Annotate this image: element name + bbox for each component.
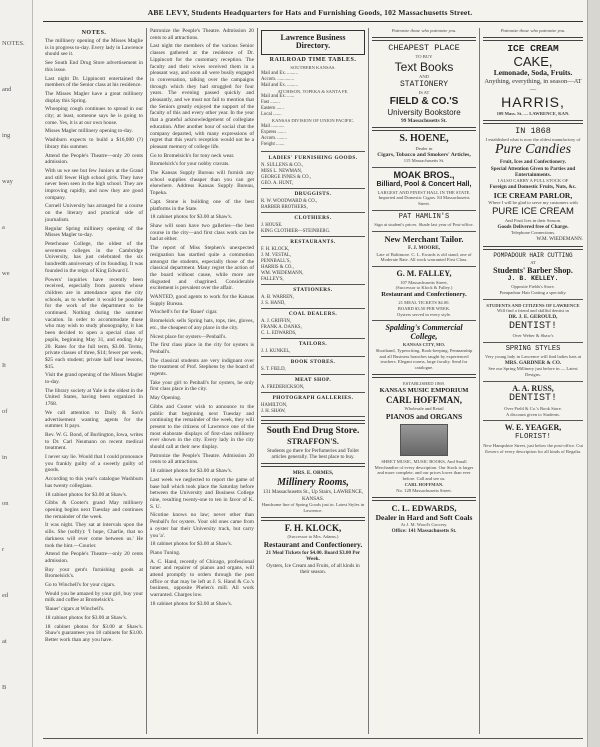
hamlin-title: PAT HAMLIN'S [398, 213, 450, 222]
drug-store-sub: Students go there for Perfumeries and Toilet articles generally. The best place to buy. [267, 447, 359, 460]
timetable-train: Accom. ........ [261, 136, 287, 142]
edge-fragment: we [2, 270, 10, 277]
organ-illustration [400, 424, 448, 456]
florist: FLORIST! [514, 432, 551, 441]
stationery: STATIONERY [399, 79, 448, 89]
falley-oysters: Oysters served in every style. [396, 311, 452, 317]
directory-entry-name: C. L. EDWARDS, [261, 331, 297, 337]
directory-entry-name: J. S. HAND, [261, 301, 286, 307]
news-item: Nicotine knows no law; never other than Penball's for oysters. Your old ones came from a oyster bar their University track, but carry you 'a'. [150, 512, 254, 539]
klock-oysters: Oysters, Ice Cream and Fruits, of all kinds in their season. [266, 562, 360, 575]
spalding-title: Spalding's Commercial College, [385, 323, 463, 341]
spring-sub: Very young lady in Lawrence will find ladies hats at [484, 354, 582, 360]
wholesale: Wholesale and Retail [404, 406, 444, 412]
directory-entry-name: J. M. VESTAL, [261, 253, 292, 259]
hoffman-sign: CARL HOFFMAN. [404, 481, 444, 487]
directory-entry-name: HARRIS & CO., [261, 265, 294, 271]
news-item: According to this year's catalogue Washburn has twenty collegians. [45, 476, 143, 489]
column-rule [479, 28, 480, 734]
drug-store-title: South End Drug Store. [266, 426, 360, 437]
hoene-name: S. HOENE, [399, 133, 449, 145]
railroad-title: RAILROAD TIME TABLES. [269, 56, 357, 63]
pianos-organs: PIANOS and ORGANS [385, 411, 463, 421]
timetable-train: Express ....... [261, 130, 286, 136]
news-item: Bromelsick sells Spring hats, tops, ties, gloves, etc., the cheapest of any place in the city. [150, 318, 254, 331]
news-item: 18 cabinet photos for $3.00 at Shaw's. [150, 214, 233, 221]
pure-ice-cream: PURE ICE CREAM [492, 206, 574, 218]
telephone: Telephone Connections. [510, 230, 556, 236]
hoffman-address: No. 128 Massachusetts Street. [396, 487, 452, 493]
headline: ABE LEVY, Students Headquarters for Hats and Furnishing Goods, 102 Massachusetts Street. [147, 8, 473, 17]
at-label: AT [530, 259, 536, 265]
directory-sections [261, 155, 365, 417]
news-item: The report of Miss Stephen's unexpected resignation has startled quite a commotion amongst the students, especially those of the classical department. Many regret the action of the board without cause, while more are disgusted and chagrined. Considerable excitement is prevalent over the affair. [150, 245, 254, 292]
news-item: Go to Winchell's for your cigars. [45, 582, 116, 589]
dentist-2: DENTIST! [508, 393, 557, 405]
directory-title: Lawrence Business Directory. [280, 33, 346, 51]
column-rule [257, 28, 258, 734]
directory-entry-name: S. T. FIELD, [261, 367, 286, 373]
news-item: 18 cabinet photos for $3.00 at Shaw's. [150, 600, 233, 607]
directory-entry-name: PENNBALL'S, [261, 259, 291, 265]
directory-heading: BOOK STORES. [290, 359, 336, 366]
directory-heading: LADIES' FURNISHING GOODS. [268, 155, 358, 162]
column-ads-2 [483, 28, 583, 734]
news-item: 18 cabinet photos for $3.00 at Shaw's. [45, 491, 128, 498]
wiedemann-sign: W.M. WIEDEMANN. [536, 236, 583, 243]
edge-fragment: the [2, 316, 10, 323]
directory-entry [261, 331, 365, 337]
news-item: Powers' inquiries have recently been received, especially from parents whose children are in attendance upon the city schools, as to whether it would be possible for the work of the department to be continued. Nothing during the summer vacation. In order to accommodate those who may wish to study phonography, it has been decided to open a special class of pupils, beginning May 31, and ending July 20. Rates for the full term, $3.00. Terms, private classes of three, $14; fewer per week, $25 each student; private half hour lessons, $15. [45, 276, 143, 370]
news-item: The Kansas Supply Bureau will furnish any school supplies cheaper than you can get elsewhere. Address Kansas Supply Bureau, Topeka. [150, 170, 254, 197]
timetable-train: Accom. .............. [261, 76, 295, 82]
news-item: May Opening. [150, 395, 182, 402]
news-item: With us we see but few Juniors at the Grand and still fewer High school girls. They have never been seen in the high school. They are improving rapidly, and now they are good company. [45, 167, 143, 201]
dentist-address: Over Weber & Shaw's [512, 333, 554, 339]
falley-board: BOARD $3.50 PER WEEK. [397, 305, 451, 311]
edge-fragment: It [2, 362, 6, 369]
news-item: A. C. Hand, recently of Chicago, professional tuner and repairer of pianos and organs, will attend promptly to orders through the post office or that may be left at J. S. Hand & Co.'s business, opposite Phelen's mill. All work warranted. Charges low. [150, 558, 254, 599]
directory-heading: MEAT SHOP. [294, 377, 332, 384]
news-item: See South End Drug Store advertisement in this issue. [45, 60, 143, 73]
directory-entry [261, 277, 365, 283]
news-item: Last week we neglected to report the game of base ball which took place the Saturday before between the University and Business College nine, resulting twenty-one to ten in favor of K. S. U. [150, 476, 254, 510]
directory-heading: PHOTOGRAPH GALLERIES. [272, 395, 354, 402]
news-item: 18 cabinet photos for $3.00 at Shaw's. [45, 614, 128, 621]
edge-fragment: B [2, 684, 7, 691]
directory-entry-name: A. B. WARREN, [261, 295, 294, 301]
university-bookstore: University Bookstore [387, 107, 461, 117]
klock-name: F. H. KLOCK, [284, 522, 342, 533]
moak-bros: MOAK BROS., [393, 169, 455, 180]
hoene-address: 115 Massachusetts St. [403, 158, 445, 164]
news-item: Would you be amazed by your girl, buy your milk and coffee at Bromelsick's. [45, 590, 143, 604]
edge-fragment: at [2, 638, 7, 645]
edge-fragment: way [2, 178, 13, 185]
edge-fragment: on [2, 500, 9, 507]
established-line: I established what is now the oldest manufactory of [485, 136, 581, 142]
directory-entry-name: KING CLOTHIER—STEINBERG. [261, 229, 331, 235]
falley-sub: (Successor to Klock & Falley.) [395, 285, 453, 291]
florist-sub: New Hampshire Street, just below the post-office. Cut flowers of every description for all kinds of Regalia. [483, 442, 583, 454]
to-buy: TO BUY [415, 53, 433, 59]
news-item: Visit the grand opening of the Misses Magler to-day. [45, 372, 143, 386]
notes-paragraphs [45, 38, 143, 644]
timetable-train: Mail and Ex. ......... [261, 82, 298, 88]
lemonade-line: Lemonade, Soda, Fruits. [493, 68, 573, 78]
edge-fragment: ing [2, 132, 11, 139]
column-ads-1 [372, 28, 476, 734]
pure-ice-sub: And Fruit Ices in their Season. [504, 218, 562, 224]
news-item: Peterhouse College, the oldest of the seventeen colleges in the Cambridge University, has just celebrated the six hundredth anniversary of its founding. It was founded in the reign of King Edward I. [45, 240, 143, 274]
news-item: Capt. Stone is building one of the best platforms in the State. [150, 198, 254, 212]
cake-title: CAKE, [513, 53, 553, 69]
field-co: FIELD & CO.'S [389, 96, 459, 108]
news-item: The Misses Magler have a great millinery display this Spring. [45, 90, 143, 104]
falley-address: 107 Massachusetts Street, [400, 279, 448, 285]
railroad-sk: SOUTHERN KANSAS. [290, 64, 336, 70]
ormes-addr: 131 Massachusetts St., Up Stairs, LAWRENCE, KANSAS. [262, 489, 364, 502]
directory-entry-name: J. J. KUNKEL, [261, 349, 291, 355]
harris-address: 109 Mass. St. — LAWRENCE, KAN. [496, 110, 570, 116]
news-item: Attend the People's Theatre—only 20 cents admission. [45, 152, 143, 166]
ormes-sub: Handsome line of Spring Goods just in. Latest Styles in Lawrence. [261, 502, 365, 513]
directory-entry [261, 181, 365, 187]
news-item: Attend the People's Theatre—only 20 cents admission. [45, 551, 143, 564]
news-item: It was night. They sat at intervals upon the sills. She (softly): 'I hope, Charlie, that no darkness will ever come between us.' He took the hint.—Courier. [45, 522, 143, 549]
delivered-free: Goods Delivered free of Charge. [497, 224, 569, 231]
railroad-rows-up [261, 124, 365, 148]
hamlin-sub: Sign at student's prices. Shade last year of Post-office. [374, 222, 474, 228]
news-item: The first class place in the city for oysters is Penball's. [150, 342, 254, 355]
news-item: I never say lie. Would that I could pronounce you frankly guilty of a sweetly guilty of goods. [45, 454, 143, 474]
news-item: Patronize the People's Theatre. Admission 20 cents to all attractions. [150, 28, 254, 41]
news-item: Winchell's for the 'Bauer' cigar. [150, 309, 218, 316]
hoffman-name: CARL HOFFMAN, [386, 394, 462, 405]
directory-entry-name: F. H. KLOCK, [261, 247, 290, 253]
news-item: Piano Tuning. [150, 549, 181, 556]
foreign-fruits: Foreign and Domestic Fruits, Nuts, &c. [489, 184, 577, 191]
directory-entry-name: BARBER BROTHERS, [261, 205, 308, 211]
ormes-name: MRS. E. ORMES, [292, 470, 334, 477]
railroad-rows-atsf [261, 94, 365, 118]
fruit-ices: Fruit, Ices and Confectionery. [499, 159, 567, 166]
billiard-hall: Billiard, Pool & Concert Hall, [376, 181, 472, 189]
previous-page-edge [0, 0, 33, 747]
news-item: Bromelsick's for your nobby cravats. [150, 161, 230, 168]
news-item: Nicest place for oysters—Penball's. [150, 333, 227, 340]
news-item: WANTED, good agents to work for the Kansas Supply Bureau. [150, 294, 254, 307]
directory-entry-name: A. FREDERICKSON, [261, 385, 305, 391]
and-label: AND [419, 74, 429, 80]
news-item: The millinery opening of the Misses Maglie is in progress to-day. Every lady in Lawrence should see it. [45, 38, 143, 58]
directory-entry-name: J. H. SHAW, [261, 409, 286, 415]
directory-entry-name: GEO. A. HUNT, [261, 181, 294, 187]
yeager-name: W. E. YEAGER, [504, 423, 562, 433]
barber-shop: Students' Barber Shop. [493, 265, 573, 275]
dealer-in: Dealer in [415, 145, 433, 151]
directory-entry [261, 409, 365, 415]
news-item: Misses Magler millinery opening to-day. [45, 128, 133, 135]
directory-heading: DRUGGISTS. [294, 191, 332, 198]
column-rule [368, 28, 369, 734]
music-emporium: KANSAS MUSIC EMPORIUM [379, 386, 469, 394]
falley-restaurant: Restaurant and Confectionery. [381, 291, 467, 299]
newspaper-sheet [33, 0, 587, 747]
moak-sub: LARGEST AND FINEST HALL IN THE STATE. Imported and Domestic Cigars. 84 Massachusetts Street. [377, 189, 471, 207]
spalding-body: Shorthand, Typewriting, Book-keeping, Penmanship and all Business branches taught by experienced teachers. Elegant rooms, large faculty. Send for catalogue. [375, 347, 473, 371]
news-item: Gibbs & Cooter's grand May millinery opening begins next Tuesday and continues the remainder of the week. [45, 500, 143, 520]
directory-entry-name: FRANK A. DANKS, [261, 325, 302, 331]
directory-entry [261, 205, 365, 211]
edwards-address: At J. M. Wood's Grocery. [400, 522, 448, 528]
directory-entry-name: A. J. GRIFFIN, [261, 319, 291, 325]
directory-heading: TAILORS. [298, 341, 328, 348]
directory-entry [261, 301, 365, 307]
cheapest-place: CHEAPEST PLACE [388, 42, 460, 53]
news-item: Rev. W. G. Bond, of Burlington, Iowa, writes to Dr. Carl Neumann on recent medical treatment. [45, 431, 143, 452]
directory-entry-name: R. W. WOODWARD & CO., [261, 199, 318, 205]
timetable-train: Local ....... [261, 112, 282, 118]
dentist-1: DENTIST! [508, 320, 557, 332]
news-item: Last night Dr. Lippincott entertained the members of the Senior class at his residence. [45, 75, 143, 89]
railroad-rows-sk [261, 71, 365, 89]
gerould-name: DR. J. E. GEROULD, [508, 314, 558, 321]
established-1869: ESTABLISHED 1869. [403, 381, 445, 387]
pure-candies: Pure Candies [494, 142, 572, 158]
directory-heading: STATIONERS. [293, 287, 333, 294]
falley-name: G. M. FALLEY, [396, 269, 452, 279]
column-directory [261, 28, 365, 734]
directory-entry-name: FALLEY'S, [261, 277, 284, 283]
gardner-name: MRS. GARDNER & CO. [504, 359, 562, 366]
railroad-up: KANSAS DIVISION OF UNION PACIFIC. [271, 118, 355, 124]
edge-fragment: ed [2, 592, 9, 599]
straffon-title: STRAFFON'S. [287, 437, 339, 447]
news-item: We call attention to Daily & Son's advertisement wanting agents for the summer. It pays. [45, 409, 143, 430]
news-item: Regular Spring millinery opening of the Misses Magler to-day. [45, 225, 143, 239]
spalding-sub: KANSAS CITY, MO. [402, 342, 446, 348]
directory-entry-name: MISS L. NEWMAN, [261, 169, 303, 175]
millinery-title: Millinery Rooms, [277, 476, 349, 488]
next-page-edge [587, 0, 600, 747]
merchant-tailor: New Merchant Tailor. [384, 234, 464, 245]
klock-restaurant: Restaurant and Confectionery. [263, 539, 363, 549]
directory-entry-name: J. HOUSE. [261, 223, 283, 229]
edwards-coal: Dealer in Hard and Soft Coals [375, 512, 473, 522]
is-at: IS AT [418, 90, 430, 96]
where-serve: Where I will be glad to serve my customers with [488, 200, 578, 206]
timetable-train: Mail and Ex. ...... [261, 94, 295, 100]
patronize-note-2: Patronize those who patronize you. [500, 28, 566, 33]
directory-entry-name: WM. WIEDEMANN, [261, 271, 304, 277]
notes-heading: NOTES. [81, 30, 107, 36]
news-item: Shaw will soon have two galleries—the best course in the city—and first class work can be had at either. [150, 222, 254, 243]
timetable-train: Fast ........ [261, 100, 280, 106]
news-item: Go to Bromelsick's for tony neck wear. [150, 152, 235, 159]
edge-fragment: in [2, 454, 8, 461]
edge-fragment: of [2, 408, 8, 415]
timetable-train: Mail and Ex. ......... [261, 70, 298, 76]
news-item: The library society at Yale is the oldest in the United States, having been organized in 1768. [45, 387, 143, 408]
news-item: Whooping cough continues to spread in our city; at least, someone says he is going to come. Yes, it is at our own house. [45, 106, 143, 126]
directory-entry [261, 349, 365, 355]
directory-entry-name: N. SULLENS & CO., [261, 163, 304, 169]
harris-name: HARRIS, [501, 94, 565, 111]
news-item: Washburn expects to build a $16,000 (?) library this summer. [45, 137, 143, 150]
news-item: 18 cabinet photos for $3.00 at Shaw's. [150, 468, 233, 475]
news-item: The classical students are very indignant over the treatment of Prof. Stephens by the board of regents. [150, 357, 254, 378]
column-notes [45, 28, 143, 734]
anything-line: Anything, everything, in season—AT— [484, 78, 582, 94]
also-carry: I ALSO CARRY A FULL STOCK OF [497, 178, 569, 184]
field-address: 99 Massachusetts St. [401, 117, 447, 124]
news-item: Last night the members of the various Senior classes gathered at the residence of Dr. Lippincott for the customary reception. The faculty and their wives received them in a pleasant way, and soon all were busily engaged in conversation, talking over the campaigns through which they had struggled for four years. The evening passed quickly and pleasantly, and we must not fail to mention that the Seniors greatly enjoyed the support of the faculty of this and every other year. In the year that a grateful acknowledgement of collegiate education. After another hour of social chat the company departed, with many expressions of regret that this year's reception would not be a pleasant memory of college life. [150, 43, 254, 150]
discount: A discount given to Students. [506, 411, 560, 417]
pompadour: POMPADOUR HAIR CUTTING [493, 251, 573, 259]
news-item: Take your girl to Penball's for oysters, he only first class place in the city. [150, 379, 254, 393]
will-find: Will find a friend and skillful dentist in [497, 308, 569, 314]
timetable-train: Freight ....... [261, 142, 285, 148]
column-rule [146, 28, 147, 734]
kelley-sub: Pompadour Hair Cutting a specialty. [499, 289, 567, 295]
special-attention: Special Attention Given to Parties and Entertainments. [490, 165, 576, 178]
directory-entry [261, 229, 365, 235]
timetable-train: Mail ........... [261, 124, 285, 130]
edwards-office: Office: 141 Massachusetts St. [391, 528, 457, 535]
music-body: SHEET MUSIC, MUSIC BOOKS, And Small Merchandise of every description. Our Stock is larger and more complete, and our prices lower than ever before. Call and see us. [374, 458, 474, 482]
edge-fragment: r [2, 546, 5, 553]
bottom-rule [43, 738, 583, 739]
ice-cream-title: ICE CREAM [507, 42, 559, 54]
edge-fragment: and [2, 86, 12, 93]
edge-fragment: a [2, 224, 5, 231]
moore-name: F. J. MOORE, [408, 245, 440, 252]
news-item: Cornell University has arranged for a course on the literary and practical side of journalism. [45, 203, 143, 223]
in-1868: IN 1868 [515, 125, 551, 136]
local-news-paragraphs [150, 28, 254, 608]
top-rule [43, 21, 583, 22]
directory-title-box [261, 30, 365, 55]
directory-heading: RESTAURANTS. [290, 239, 336, 246]
klock-meals: 21 Meal Tickets for $4.00. Board $3.00 Per Week. [265, 549, 361, 563]
russ-address: Over Field & Co.'s Book Store. [504, 405, 562, 411]
news-item: 'Bauer' cigars at Winchell's. [45, 606, 105, 613]
column-local-news [150, 28, 254, 734]
falley-meals: 21 MEAL TICKETS $4.00. [398, 299, 450, 305]
news-item: Buy your gent's furnishing goods at Bromelsick's. [45, 566, 143, 580]
russ-name: A. A. RUSS, [512, 383, 554, 393]
news-item: 18 cabinet photos for $3.00 at Shaw's. Shaw's guarantees you 18 cabinets for $3.00. Better work than any you have. [45, 623, 143, 643]
news-item: 18 cabinet photos for $3.00 at Shaw's. [150, 541, 233, 548]
directory-entry-name: HAMILTON, [261, 403, 288, 409]
klock-sub: (Successor to Mrs. Adams.) [287, 534, 339, 540]
cigars-line: Cigars, Tobacco and Smokers' Articles, [377, 151, 471, 158]
text-books: Text Books [394, 59, 454, 74]
directory-heading: CLOTHIERS. [294, 215, 332, 222]
ice-cream-parlor: ICE CREAM PARLOR, [493, 190, 573, 200]
see-millinery: See our Spring Millinery just before in — Latest Designs. [488, 366, 578, 378]
timetable-row [261, 142, 365, 148]
edge-fragment: NOTES. [2, 40, 25, 47]
kelley-name: J. B. KELLEY. [507, 275, 559, 283]
spring-styles: SPRING STYLES [505, 344, 561, 353]
directory-entry-name: GEORGE INNES & CO., [261, 175, 311, 181]
directory-entry [261, 385, 365, 391]
kelley-address: Opposite Fields's Store. [511, 283, 555, 289]
students-citizens: STUDENTS AND CITIZENS OF LAWRENCE [486, 302, 580, 308]
railroad-atsf: ATCHISON, TOPEKA & SANTA FE. [277, 88, 349, 94]
news-item: Gibbs and Cooter wish to announce to the public that beginning next Tuesday and continuing the remainder of the week, they will present to the citizens of Lawrence one of the most elaborate displays of first-class millinery ever shown in the city. Every lady in the city should call at their new display. [150, 403, 254, 451]
tailor-sub: Late of Baltimore. C. L. Ewards is old stand, one of Moderate Rate. All work warranted First Class. [376, 251, 472, 263]
edwards-name: C. L. EDWARDS, [391, 502, 457, 513]
news-item: Patronize the People's Theatre. Admission 20 cents to all attractions. [150, 452, 254, 466]
timetable-train: Eastern ...... [261, 106, 284, 112]
directory-entry [261, 367, 365, 373]
patronize-note: Patronize those who patronize you. [391, 28, 457, 33]
directory-heading: COAL DEALERS. [288, 311, 338, 318]
